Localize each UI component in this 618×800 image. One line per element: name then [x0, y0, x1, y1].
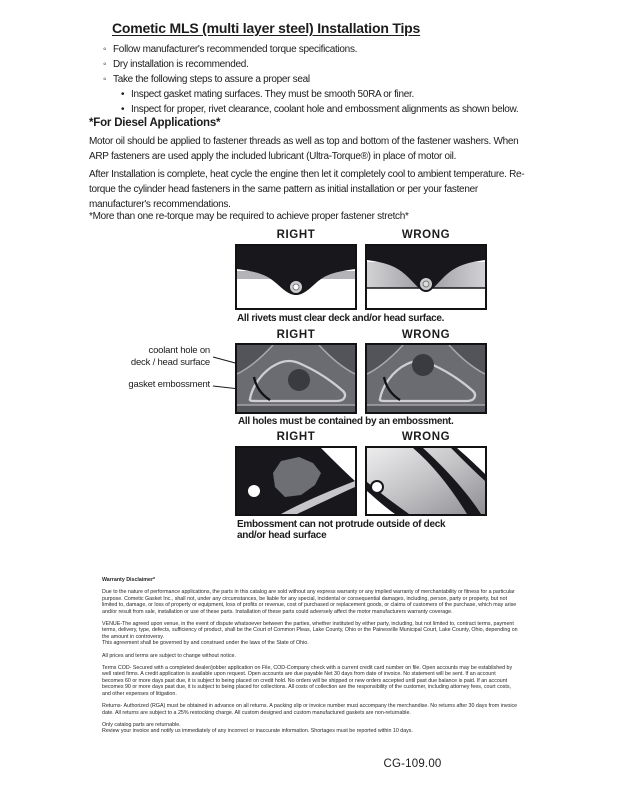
protrude-caption	[237, 519, 517, 541]
protrude-right-diagram	[235, 446, 357, 516]
bullet-marker-icon	[103, 57, 106, 72]
list-item	[103, 42, 543, 57]
tips-list	[103, 42, 543, 117]
diesel-paragraph: Motor oil should be applied to fastener threads as well as top and bottom of the fastener washers. When ARP fasteners are used apply the included lubricant (Ultra-Torque®) in place of motor oil.	[89, 136, 519, 162]
label-line: deck / head surface	[130, 356, 210, 368]
right-header: RIGHT	[276, 431, 316, 443]
coolant-right-diagram	[235, 343, 357, 414]
page-code: CG-109.00	[383, 758, 442, 770]
embossment-inside-illustration	[237, 448, 355, 514]
rivet-right-diagram	[235, 244, 357, 310]
bullet-marker-icon	[121, 87, 124, 102]
caption-line: and/or head surface	[237, 530, 327, 541]
wrong-header: WRONG	[401, 229, 451, 241]
tip-text: Inspect for proper, rivet clearance, coolant hole and embossment alignments as shown below.	[131, 104, 519, 115]
list-item	[121, 87, 543, 102]
disclaimer-heading: Warranty Disclaimer*	[102, 577, 156, 583]
coolant-wrong-diagram	[365, 343, 487, 414]
rivet-clear-illustration	[237, 246, 355, 308]
wrong-header: WRONG	[401, 329, 451, 341]
diesel-section-heading: *For Diesel Applications*	[89, 117, 221, 129]
retorque-note: *More than one re-torque may be required to achieve proper fastener stretch*	[89, 211, 409, 222]
right-header: RIGHT	[276, 329, 316, 341]
tip-text: Take the following steps to assure a proper seal	[113, 74, 310, 85]
disclaimer-paragraph: Returns- Authorized (RGA) must be obtained in advance on all returns. A packing slip or invoice number must accompany the merchandise. No returns after 30 days from invoice date. All returns are subject to a 25% restocking charge. All custom designed and custom manufactured gaskets are non-returnable.	[102, 703, 518, 716]
bullet-marker-icon	[121, 102, 124, 117]
wrong-header: WRONG	[401, 431, 451, 443]
hole-contained-illustration	[237, 345, 355, 412]
tip-text: Inspect gasket mating surfaces. They must be smooth 50RA or finer.	[131, 89, 414, 100]
rivet-caption: All rivets must clear deck and/or head surface.	[237, 313, 445, 324]
disclaimer-paragraph: Only catalog parts are returnable.	[102, 721, 181, 728]
label-line: coolant hole on	[148, 345, 210, 356]
rivet-touching-illustration	[367, 246, 485, 308]
tip-text: Dry installation is recommended.	[113, 59, 249, 70]
bullet-marker-icon	[103, 42, 106, 57]
page-title: Cometic MLS (multi layer steel) Installation Tips	[112, 20, 421, 36]
disclaimer-paragraph: This agreement shall be governed by and construed under the laws of the State of Ohio.	[102, 640, 309, 647]
diesel-paragraph: After Installation is complete, heat cycle the engine then let it completely cool to ambient temperature. Re-torque the cylinder head fasteners in the same pattern as initial installation or per your fastener manufacturer's recommendations.	[89, 169, 525, 210]
hole-outside-illustration	[367, 345, 485, 412]
rivet-wrong-diagram	[365, 244, 487, 310]
list-item	[103, 72, 543, 87]
gasket-embossment-label: gasket embossment	[128, 379, 210, 390]
disclaimer-paragraph: VENUE-The agreed upon venue, in the event of dispute whatsoever between the parties, whether instituted by either party, including, but not limited to, contract terms, payment terms, delivery, type, defects, sufficiency of product, shall be the Court of Common Pleas, Lake County, Ohio or the Painesville Municipal Court, Lake County, Ohio, depending on the amount in controversy.	[102, 621, 518, 640]
protrude-wrong-diagram	[365, 446, 487, 516]
coolant-hole-label	[98, 345, 210, 368]
list-item	[103, 57, 543, 72]
disclaimer-paragraph: Due to the nature of performance applications, the parts in this catalog are sold without any express warranty or any implied warranty of merchantability or fitness for a particular purpose. Cometic Gasket Inc., shall not, under any circumstances, be liable for any special, incidental or consequential damages, including, person, party or property, but not limited to, damage, or loss of property or equipment, loss of profits or revenue, cost of purchased or replacement goods, or claims of customers of the purchase, which may arise and/or result from sale, installation or use of these parts. Installation of these parts could adversely affect the motor manufacturers warranty coverage.	[102, 589, 517, 615]
disclaimer-paragraph: All prices and terms are subject to change without notice.	[102, 652, 236, 659]
list-item	[121, 102, 543, 117]
disclaimer-paragraph: Terms COD- Secured with a completed dealer/jobber application on File, COD-Company check with a current credit card number on file. Open accounts may be established by well rated firms. A credit application is available upon request. Open accounts are due payable Net 30 days from date of invoice. No statement will be sent. If an account becomes 60 or more days past due, it is subject to being placed on credit hold. No orders will be shipped or new orders accepted until past due balance is paid. If an account becomes 90 or more days past due, it is subject to being placed for collections. All costs of collection are the responsibility of the customer, including attorney fees, court costs, and other expenses of litigation.	[102, 665, 513, 697]
embossment-caption: All holes must be contained by an embossment.	[238, 416, 454, 427]
caption-line: Embossment can not protrude outside of deck	[237, 519, 446, 530]
tip-text: Follow manufacturer's recommended torque specifications.	[113, 44, 358, 55]
right-header: RIGHT	[276, 229, 316, 241]
warranty-disclaimer	[102, 577, 518, 735]
bullet-marker-icon	[103, 72, 106, 87]
embossment-protruding-illustration	[367, 448, 485, 514]
disclaimer-paragraph: Review your invoice and notify us immediately of any incorrect or inaccurate information. Shortages must be reported within 10 days.	[102, 728, 413, 735]
